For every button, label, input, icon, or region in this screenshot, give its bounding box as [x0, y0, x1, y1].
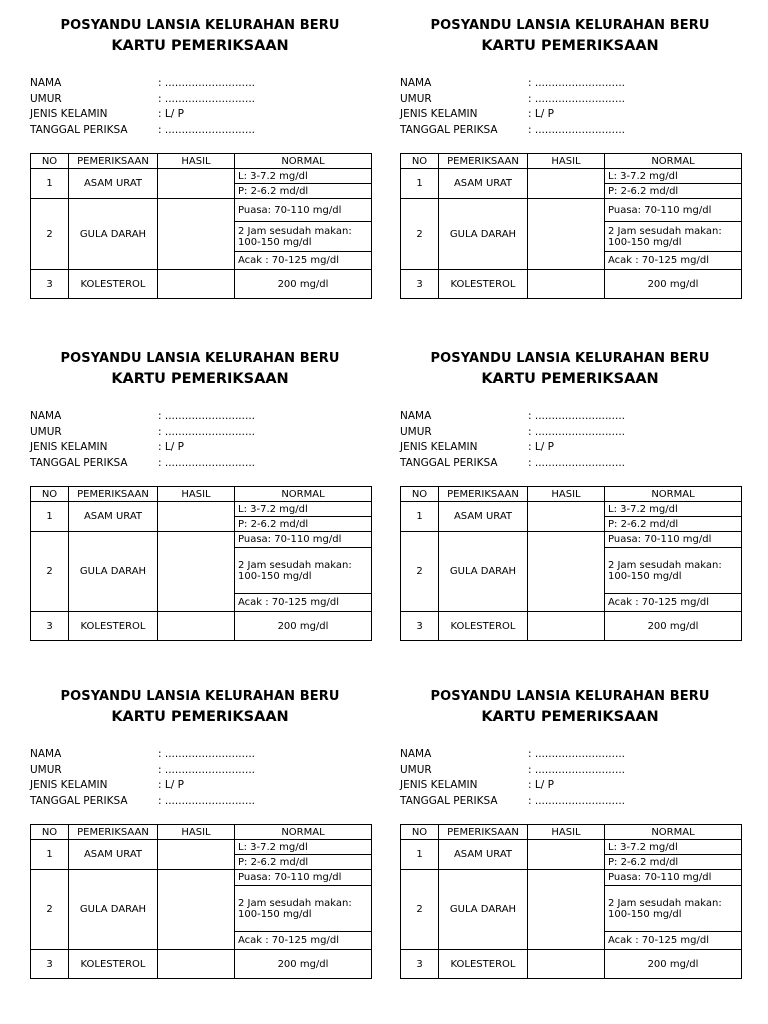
normal-range: 2 Jam sesudah makan: 100-150 mg/dl: [605, 548, 742, 594]
exam-name: GULA DARAH: [69, 199, 158, 270]
patient-field: [400, 440, 740, 454]
field-label: TANGGAL PERIKSA: [400, 794, 498, 807]
table-row: [401, 502, 742, 517]
exam-name: ASAM URAT: [439, 502, 528, 532]
result-cell[interactable]: [528, 840, 605, 870]
exam-name: GULA DARAH: [69, 870, 158, 950]
field-label: NAMA: [30, 410, 62, 422]
result-cell[interactable]: [158, 870, 235, 950]
row-number: 3: [401, 270, 439, 299]
column-header: NO: [401, 154, 439, 169]
exam-table: [400, 153, 742, 299]
field-value[interactable]: : L/ P: [158, 779, 184, 791]
column-header: PEMERIKSAAN: [439, 487, 528, 502]
row-number: 1: [31, 840, 69, 870]
field-label: TANGGAL PERIKSA: [30, 123, 128, 136]
normal-range: P: 2-6.2 md/dl: [605, 517, 742, 532]
patient-field: [30, 76, 370, 90]
column-header: PEMERIKSAAN: [69, 154, 158, 169]
result-cell[interactable]: [528, 502, 605, 532]
field-value[interactable]: : ...........................: [528, 763, 625, 776]
organization-title: POSYANDU LANSIA KELURAHAN BERU: [430, 351, 710, 366]
field-label: UMUR: [30, 763, 62, 776]
exam-name: ASAM URAT: [69, 169, 158, 199]
field-label: NAMA: [400, 410, 432, 422]
normal-range: Puasa: 70-110 mg/dl: [235, 532, 372, 548]
patient-field: [400, 409, 740, 423]
column-header: PEMERIKSAAN: [439, 825, 528, 840]
row-number: 3: [31, 950, 69, 979]
table-row: [401, 950, 742, 979]
table-row: [401, 840, 742, 855]
table-row: [401, 169, 742, 184]
result-cell[interactable]: [528, 532, 605, 612]
result-cell[interactable]: [158, 950, 235, 979]
table-row: [401, 270, 742, 299]
row-number: 2: [31, 199, 69, 270]
exam-name: ASAM URAT: [439, 840, 528, 870]
normal-range: 200 mg/dl: [605, 950, 742, 979]
normal-range: 200 mg/dl: [605, 270, 742, 299]
exam-card: [400, 18, 740, 318]
normal-range: Puasa: 70-110 mg/dl: [605, 532, 742, 548]
table-row: [31, 169, 372, 184]
normal-range: P: 2-6.2 md/dl: [235, 184, 372, 199]
patient-field: [30, 440, 370, 454]
patient-field: [30, 747, 370, 761]
normal-range: P: 2-6.2 md/dl: [235, 517, 372, 532]
table-header-row: [31, 154, 372, 169]
exam-name: KOLESTEROL: [439, 270, 528, 299]
field-value[interactable]: : ...........................: [528, 410, 625, 422]
card-title: KARTU PEMERIKSAAN: [481, 38, 659, 54]
row-number: 3: [31, 612, 69, 641]
patient-field: [400, 794, 740, 808]
organization-title: POSYANDU LANSIA KELURAHAN BERU: [430, 689, 710, 704]
patient-field: [400, 107, 740, 121]
normal-range: L: 3-7.2 mg/dl: [605, 840, 742, 855]
card-title: KARTU PEMERIKSAAN: [481, 709, 659, 725]
field-label: TANGGAL PERIKSA: [400, 456, 498, 469]
exam-table: [30, 824, 372, 979]
table-header-row: [31, 825, 372, 840]
normal-range: 200 mg/dl: [235, 612, 372, 641]
column-header: NORMAL: [235, 154, 372, 169]
result-cell[interactable]: [158, 169, 235, 199]
result-cell[interactable]: [158, 532, 235, 612]
exam-name: KOLESTEROL: [69, 612, 158, 641]
field-value[interactable]: : L/ P: [158, 108, 184, 120]
normal-range: Acak : 70-125 mg/dl: [235, 932, 372, 950]
column-header: NORMAL: [605, 154, 742, 169]
patient-field: [30, 107, 370, 121]
table-row: [31, 502, 372, 517]
result-cell[interactable]: [158, 502, 235, 532]
normal-range: Puasa: 70-110 mg/dl: [235, 870, 372, 886]
organization-title: POSYANDU LANSIA KELURAHAN BERU: [60, 351, 340, 366]
exam-table: [30, 153, 372, 299]
field-label: UMUR: [30, 92, 62, 105]
field-value[interactable]: : L/ P: [528, 108, 554, 120]
result-cell[interactable]: [158, 270, 235, 299]
field-value[interactable]: : ...........................: [528, 456, 625, 469]
field-label: JENIS KELAMIN: [30, 779, 108, 791]
exam-name: KOLESTEROL: [69, 270, 158, 299]
column-header: NORMAL: [235, 825, 372, 840]
column-header: NO: [401, 825, 439, 840]
field-value[interactable]: : ...........................: [158, 794, 255, 807]
normal-range: Acak : 70-125 mg/dl: [605, 594, 742, 612]
field-label: JENIS KELAMIN: [30, 108, 108, 120]
field-label: TANGGAL PERIKSA: [400, 123, 498, 136]
table-row: [401, 870, 742, 886]
column-header: HASIL: [158, 154, 235, 169]
field-value[interactable]: : ...........................: [528, 425, 625, 438]
table-row: [401, 199, 742, 222]
patient-field: [400, 778, 740, 792]
field-value[interactable]: : L/ P: [158, 441, 184, 453]
table-row: [31, 532, 372, 548]
row-number: 3: [401, 612, 439, 641]
exam-name: GULA DARAH: [69, 532, 158, 612]
row-number: 2: [401, 870, 439, 950]
patient-field: [400, 456, 740, 470]
exam-table: [400, 824, 742, 979]
normal-range: L: 3-7.2 mg/dl: [235, 169, 372, 184]
column-header: NO: [31, 825, 69, 840]
field-value[interactable]: : ...........................: [528, 123, 625, 136]
normal-range: Acak : 70-125 mg/dl: [235, 594, 372, 612]
result-cell[interactable]: [528, 199, 605, 270]
normal-range: Puasa: 70-110 mg/dl: [605, 199, 742, 222]
patient-field: [30, 92, 370, 106]
field-label: TANGGAL PERIKSA: [30, 794, 128, 807]
row-number: 2: [401, 532, 439, 612]
result-cell[interactable]: [158, 840, 235, 870]
table-row: [31, 199, 372, 222]
table-header-row: [401, 154, 742, 169]
field-label: NAMA: [30, 748, 62, 760]
table-row: [401, 532, 742, 548]
patient-field: [400, 425, 740, 439]
column-header: PEMERIKSAAN: [69, 487, 158, 502]
field-value[interactable]: : ...........................: [158, 763, 255, 776]
patient-field: [400, 763, 740, 777]
normal-range: 200 mg/dl: [605, 612, 742, 641]
exam-card: [30, 18, 370, 318]
row-number: 2: [31, 532, 69, 612]
field-label: UMUR: [400, 763, 432, 776]
column-header: NO: [31, 154, 69, 169]
exam-name: ASAM URAT: [69, 502, 158, 532]
field-value[interactable]: : ...........................: [158, 123, 255, 136]
field-label: JENIS KELAMIN: [400, 108, 478, 120]
column-header: HASIL: [158, 487, 235, 502]
exam-card: [400, 689, 740, 989]
column-header: NO: [31, 487, 69, 502]
card-title: KARTU PEMERIKSAAN: [111, 709, 289, 725]
table-header-row: [31, 487, 372, 502]
field-value[interactable]: : ...........................: [158, 748, 255, 760]
field-label: UMUR: [400, 92, 432, 105]
field-value[interactable]: : ...........................: [528, 748, 625, 760]
patient-field: [400, 76, 740, 90]
column-header: NORMAL: [605, 825, 742, 840]
column-header: NORMAL: [605, 487, 742, 502]
exam-table: [400, 486, 742, 641]
patient-field: [30, 425, 370, 439]
row-number: 1: [31, 169, 69, 199]
exam-name: GULA DARAH: [439, 532, 528, 612]
row-number: 3: [401, 950, 439, 979]
field-label: UMUR: [400, 425, 432, 438]
row-number: 1: [401, 840, 439, 870]
card-title: KARTU PEMERIKSAAN: [481, 371, 659, 387]
field-value[interactable]: : ...........................: [158, 410, 255, 422]
result-cell[interactable]: [158, 199, 235, 270]
exam-name: GULA DARAH: [439, 199, 528, 270]
normal-range: P: 2-6.2 md/dl: [605, 855, 742, 870]
normal-range: 2 Jam sesudah makan: 100-150 mg/dl: [605, 886, 742, 932]
exam-name: KOLESTEROL: [69, 950, 158, 979]
patient-field: [400, 92, 740, 106]
table-row: [31, 840, 372, 855]
column-header: HASIL: [528, 825, 605, 840]
normal-range: P: 2-6.2 md/dl: [605, 184, 742, 199]
exam-card: [400, 351, 740, 651]
column-header: HASIL: [528, 154, 605, 169]
row-number: 1: [31, 502, 69, 532]
exam-table: [30, 486, 372, 641]
normal-range: Acak : 70-125 mg/dl: [235, 252, 372, 270]
normal-range: 2 Jam sesudah makan: 100-150 mg/dl: [235, 886, 372, 932]
card-title: KARTU PEMERIKSAAN: [111, 371, 289, 387]
exam-name: KOLESTEROL: [439, 950, 528, 979]
normal-range: 200 mg/dl: [235, 270, 372, 299]
column-header: HASIL: [528, 487, 605, 502]
table-row: [31, 870, 372, 886]
exam-name: KOLESTEROL: [439, 612, 528, 641]
organization-title: POSYANDU LANSIA KELURAHAN BERU: [430, 18, 710, 33]
patient-field: [400, 123, 740, 137]
table-header-row: [401, 825, 742, 840]
exam-card: [30, 689, 370, 989]
normal-range: L: 3-7.2 mg/dl: [605, 502, 742, 517]
patient-field: [400, 747, 740, 761]
patient-field: [30, 123, 370, 137]
row-number: 2: [31, 870, 69, 950]
table-row: [401, 612, 742, 641]
row-number: 2: [401, 199, 439, 270]
field-value[interactable]: : ...........................: [158, 77, 255, 89]
column-header: NO: [401, 487, 439, 502]
normal-range: 2 Jam sesudah makan: 100-150 mg/dl: [605, 222, 742, 252]
patient-field: [30, 456, 370, 470]
result-cell[interactable]: [528, 950, 605, 979]
result-cell[interactable]: [528, 870, 605, 950]
field-value[interactable]: : ...........................: [528, 77, 625, 89]
column-header: NORMAL: [235, 487, 372, 502]
normal-range: Acak : 70-125 mg/dl: [605, 252, 742, 270]
normal-range: L: 3-7.2 mg/dl: [605, 169, 742, 184]
column-header: PEMERIKSAAN: [69, 825, 158, 840]
result-cell[interactable]: [528, 169, 605, 199]
column-header: HASIL: [158, 825, 235, 840]
field-value[interactable]: : ...........................: [158, 92, 255, 105]
patient-field: [30, 763, 370, 777]
normal-range: 200 mg/dl: [235, 950, 372, 979]
field-value[interactable]: : L/ P: [528, 441, 554, 453]
field-label: NAMA: [400, 748, 432, 760]
row-number: 1: [401, 502, 439, 532]
row-number: 3: [31, 270, 69, 299]
exam-name: ASAM URAT: [69, 840, 158, 870]
table-row: [31, 270, 372, 299]
normal-range: P: 2-6.2 md/dl: [235, 855, 372, 870]
exam-name: GULA DARAH: [439, 870, 528, 950]
field-value[interactable]: : ...........................: [528, 92, 625, 105]
field-label: JENIS KELAMIN: [30, 441, 108, 453]
table-row: [31, 950, 372, 979]
field-label: JENIS KELAMIN: [400, 779, 478, 791]
column-header: PEMERIKSAAN: [439, 154, 528, 169]
field-label: JENIS KELAMIN: [400, 441, 478, 453]
patient-field: [30, 794, 370, 808]
normal-range: L: 3-7.2 mg/dl: [235, 840, 372, 855]
field-label: NAMA: [30, 77, 62, 89]
organization-title: POSYANDU LANSIA KELURAHAN BERU: [60, 689, 340, 704]
field-value[interactable]: : L/ P: [528, 779, 554, 791]
result-cell[interactable]: [158, 612, 235, 641]
row-number: 1: [401, 169, 439, 199]
organization-title: POSYANDU LANSIA KELURAHAN BERU: [60, 18, 340, 33]
result-cell[interactable]: [528, 270, 605, 299]
card-title: KARTU PEMERIKSAAN: [111, 38, 289, 54]
table-header-row: [401, 487, 742, 502]
field-value[interactable]: : ...........................: [158, 425, 255, 438]
exam-card: [30, 351, 370, 651]
normal-range: Acak : 70-125 mg/dl: [605, 932, 742, 950]
field-label: TANGGAL PERIKSA: [30, 456, 128, 469]
patient-field: [30, 409, 370, 423]
result-cell[interactable]: [528, 612, 605, 641]
exam-name: ASAM URAT: [439, 169, 528, 199]
field-value[interactable]: : ...........................: [158, 456, 255, 469]
normal-range: 2 Jam sesudah makan: 100-150 mg/dl: [235, 548, 372, 594]
normal-range: 2 Jam sesudah makan: 100-150 mg/dl: [235, 222, 372, 252]
field-label: UMUR: [30, 425, 62, 438]
patient-field: [30, 778, 370, 792]
field-value[interactable]: : ...........................: [528, 794, 625, 807]
table-row: [31, 612, 372, 641]
normal-range: Puasa: 70-110 mg/dl: [605, 870, 742, 886]
normal-range: L: 3-7.2 mg/dl: [235, 502, 372, 517]
normal-range: Puasa: 70-110 mg/dl: [235, 199, 372, 222]
field-label: NAMA: [400, 77, 432, 89]
